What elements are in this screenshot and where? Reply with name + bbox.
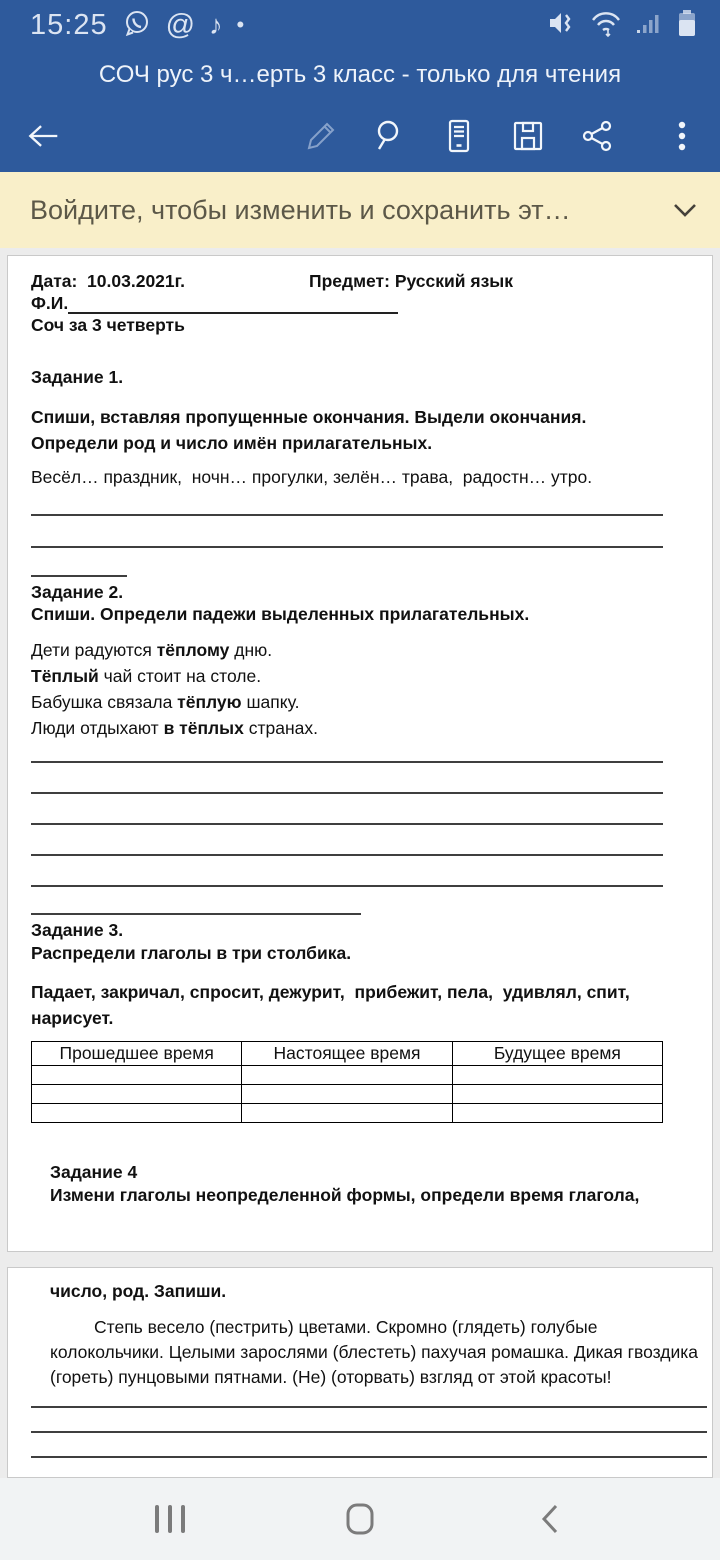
term-label: Соч за 3 четверть — [31, 315, 185, 335]
signal-icon — [634, 8, 664, 43]
share-icon[interactable] — [579, 118, 615, 154]
whatsapp-icon — [122, 8, 152, 43]
overflow-menu-icon[interactable] — [664, 118, 700, 154]
table-row — [32, 1085, 663, 1104]
table-header-future: Будущее время — [452, 1042, 662, 1066]
mute-vibrate-icon — [546, 8, 578, 43]
writing-line — [31, 856, 663, 887]
notification-dot: • — [236, 12, 245, 37]
task4-instruction: Измени глаголы неопределенной формы, определи время глагола, — [50, 1185, 640, 1205]
task4-title: Задание 4 — [50, 1162, 138, 1182]
writing-line — [31, 1408, 707, 1433]
chevron-down-icon[interactable] — [668, 197, 702, 223]
task2-sentences — [31, 637, 670, 741]
mobile-view-icon[interactable] — [441, 118, 477, 154]
writing-line — [31, 1392, 707, 1408]
task2-sentence: Люди отдыхают в тёплых странах. — [31, 718, 318, 738]
document-page-2[interactable] — [7, 1267, 713, 1478]
task2-sentence: Тёплый чай стоит на столе. — [31, 666, 262, 686]
writing-line — [31, 516, 663, 548]
table-header-past: Прошедшее время — [32, 1042, 242, 1066]
writing-line — [31, 887, 361, 915]
table-row — [32, 1104, 663, 1123]
document-title-bar — [0, 50, 720, 100]
name-row — [31, 292, 670, 314]
name-blank-line — [68, 294, 398, 314]
toolbar — [0, 100, 720, 172]
status-time: 15:25 — [30, 8, 108, 41]
subject-label: Предмет: Русский язык — [309, 271, 514, 291]
back-arrow-icon[interactable] — [24, 118, 60, 154]
at-sign-icon: @ — [165, 8, 196, 41]
document-title: СОЧ рус 3 ч…ерть 3 класс - только для чтения — [98, 61, 622, 88]
search-icon[interactable] — [372, 118, 408, 154]
table-row — [32, 1066, 663, 1085]
writing-line — [31, 548, 127, 577]
name-label: Ф.И. — [31, 293, 69, 313]
android-nav-bar — [0, 1478, 720, 1560]
task3-title: Задание 3. — [31, 920, 124, 940]
task3-instruction: Распредели глаголы в три столбика. — [31, 943, 352, 963]
back-button[interactable] — [530, 1499, 570, 1539]
task4-instruction-continued: число, род. Запиши. — [50, 1281, 227, 1302]
task1-exercise: Весёл… праздник, ночн… прогулки, зелён… трава, радостн… утро. — [31, 467, 593, 487]
edit-pencil-icon[interactable] — [303, 118, 339, 154]
back-icon — [539, 1502, 561, 1536]
battery-icon — [674, 7, 700, 44]
status-bar — [0, 0, 720, 50]
task3-words: Падает, закричал, спросит, дежурит, прибежит, пела, удивлял, спит, нарисует. — [31, 982, 635, 1028]
home-icon — [345, 1502, 375, 1536]
task1-title: Задание 1. — [31, 367, 124, 387]
verb-tenses-table — [31, 1041, 663, 1123]
wifi-icon — [588, 8, 624, 43]
writing-line — [31, 1433, 707, 1458]
signin-banner[interactable] — [0, 172, 720, 248]
document-scroll-area[interactable] — [0, 248, 720, 1478]
recents-icon — [155, 1505, 185, 1533]
date-label: Дата: 10.03.2021г. — [31, 271, 186, 291]
signin-banner-text: Войдите, чтобы изменить и сохранить эт… — [30, 194, 571, 225]
document-header-row — [31, 270, 670, 292]
writing-line — [31, 763, 663, 794]
home-button[interactable] — [340, 1499, 380, 1539]
task1-instruction: Спиши, вставляя пропущенные окончания. Выдели окончания. Определи род и число имён прилагательных. — [31, 407, 592, 453]
task4-text-paragraph: Степь весело (пестрить) цветами. Скромно (глядеть) голубые колокольчики. Целыми зарослями (блестеть) пахучая ромашка. Дикая гвоздика (гореть) пунцовыми пятнами. (Не) (оторвать) взгляд от этой красоты! — [50, 1317, 699, 1388]
table-header-present: Настоящее время — [242, 1042, 452, 1066]
task2-sentence: Бабушка связала тёплую шапку. — [31, 692, 300, 712]
writing-line — [31, 794, 663, 825]
task2-title: Задание 2. — [31, 582, 124, 602]
writing-line — [31, 747, 663, 763]
writing-line — [31, 825, 663, 856]
recents-button[interactable] — [150, 1499, 190, 1539]
tiktok-icon: ♪ — [209, 9, 223, 40]
task2-instruction: Спиши. Определи падежи выделенных прилагательных. — [31, 604, 530, 624]
document-page-1[interactable] — [7, 255, 713, 1252]
table-header-row — [32, 1042, 663, 1066]
save-icon[interactable] — [510, 118, 546, 154]
writing-line — [31, 1458, 707, 1478]
writing-line — [31, 496, 663, 516]
task2-sentence: Дети радуются тёплому дню. — [31, 640, 273, 660]
